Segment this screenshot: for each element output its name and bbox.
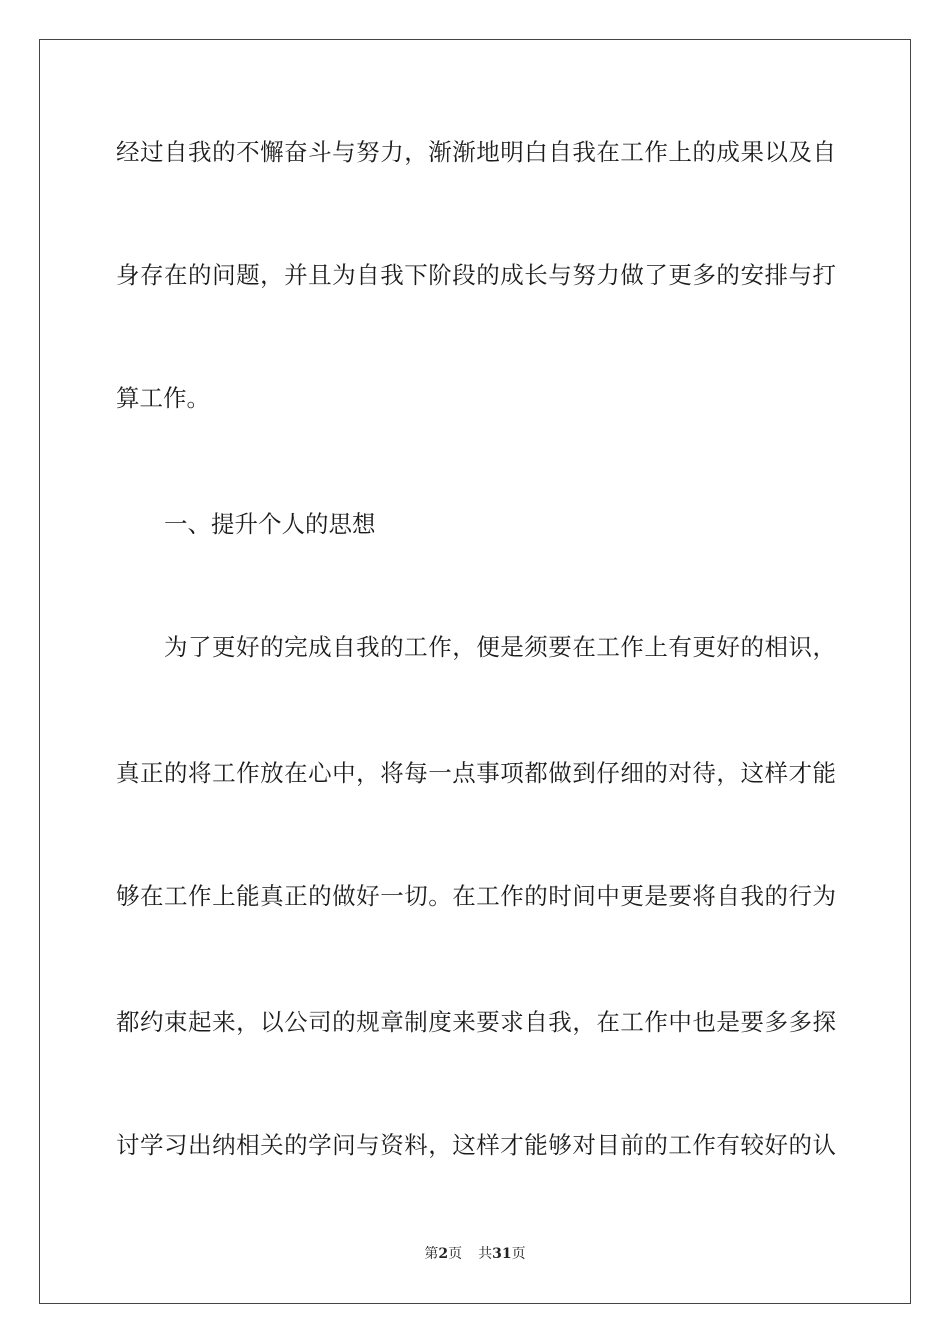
paragraph-1-line-3: 算工作。 [116,384,210,412]
paragraph-2-line-5: 讨学习出纳相关的学问与资料，这样才能够对目前的工作有较好的认 [116,1131,836,1159]
paragraph-2-line-3: 够在工作上能真正的做好一切。在工作的时间中更是要将自我的行为 [116,882,836,910]
paragraph-2-line-2: 真正的将工作放在心中，将每一点事项都做到仔细的对待，这样才能 [116,759,836,787]
footer-page-suffix: 页 [448,1246,463,1262]
footer-page-number: 2 [438,1246,449,1262]
page-footer [0,1244,950,1264]
paragraph-2-line-4: 都约束起来，以公司的规章制度来要求自我，在工作中也是要多多探 [116,1008,836,1036]
paragraph-2-line-1: 为了更好的完成自我的工作，便是须要在工作上有更好的相识， [164,633,836,661]
footer-total-pages: 31 [492,1246,512,1262]
paragraph-1-line-1: 经过自我的不懈奋斗与努力，渐渐地明白自我在工作上的成果以及自 [116,138,836,166]
paragraph-1-line-2: 身存在的问题，并且为自我下阶段的成长与努力做了更多的安排与打 [116,261,836,289]
page-border [39,39,911,1304]
section-heading: 一、提升个人的思想 [164,510,376,538]
footer-page-prefix: 第 [424,1246,439,1262]
footer-total-suffix: 页 [511,1246,526,1262]
footer-total-prefix: 共 [478,1246,493,1262]
